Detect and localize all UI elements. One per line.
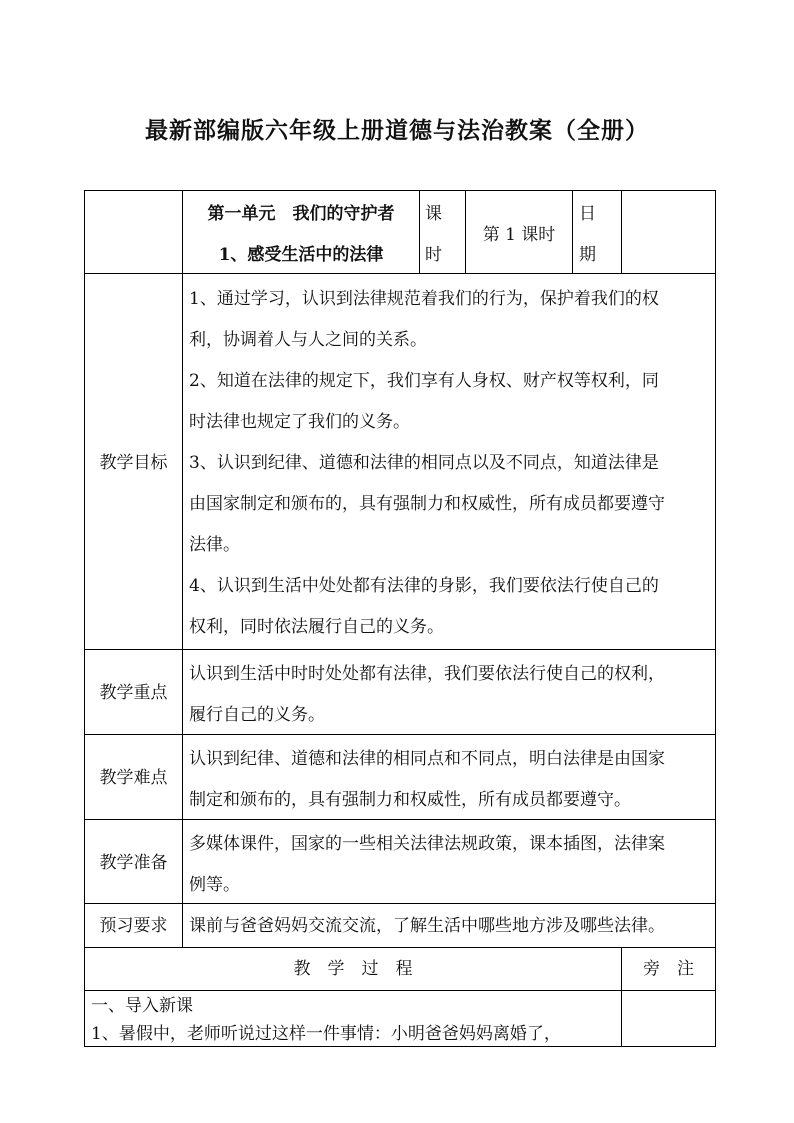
goals-label: 教学目标 — [99, 453, 168, 473]
goals-line: 3、认识到纪律、道德和法律的相同点以及不同点，知道法律是 — [189, 453, 659, 473]
prep-line: 多媒体课件，国家的一些相关法律法规政策，课本插图，法律案 — [189, 834, 665, 854]
difficulty-label: 教学难点 — [99, 768, 168, 788]
prep-content — [189, 824, 715, 906]
table-border — [84, 649, 716, 650]
goals-line: 利，协调着人与人之间的关系。 — [189, 330, 427, 350]
page-title: 最新部编版六年级上册道德与法治教案（全册） — [145, 117, 649, 144]
difficulty-content — [189, 739, 715, 821]
process-line: 1、暑假中，老师听说过这样一件事情：小明爸爸妈妈离婚了， — [91, 1024, 561, 1044]
prep-label: 教学准备 — [99, 853, 168, 873]
focus-line: 认识到生活中时时处处都有法律，我们要依法行使自己的权利， — [189, 664, 665, 684]
difficulty-line: 认识到纪律、道德和法律的相同点和不同点，明白法律是由国家 — [189, 749, 665, 769]
table-border — [419, 190, 420, 273]
goals-line: 4、认识到生活中处处都有法律的身影，我们要依法行使自己的 — [189, 576, 659, 596]
difficulty-line: 制定和颁布的，具有强制力和权威性，所有成员都要遵守。 — [189, 790, 631, 810]
goals-line: 法律。 — [189, 535, 240, 555]
table-border — [182, 190, 183, 947]
focus-label: 教学重点 — [99, 683, 168, 703]
date-label-1: 日 — [579, 204, 596, 224]
lesson-title: 1、感受生活中的法律 — [218, 245, 384, 265]
process-heading: 教 学 过 程 — [293, 959, 413, 979]
preview-label: 预习要求 — [99, 916, 168, 936]
notes-heading: 旁 注 — [643, 959, 694, 979]
prep-line: 例等。 — [189, 875, 240, 895]
process-line: 一、导入新课 — [91, 996, 193, 1016]
goals-line: 权利，同时依法履行自己的义务。 — [189, 617, 444, 637]
goals-content — [189, 279, 715, 648]
period-label-1: 课 — [425, 204, 442, 224]
unit-title: 第一单元 我们的守护者 — [207, 204, 395, 224]
goals-line: 时法律也规定了我们的义务。 — [189, 412, 410, 432]
preview-content: 课前与爸爸妈妈交流交流，了解生活中哪些地方涉及哪些法律。 — [189, 916, 665, 936]
table-border — [621, 190, 622, 273]
goals-line: 由国家制定和颁布的，具有强制力和权威性，所有成员都要遵守 — [189, 494, 665, 514]
goals-line: 2、知道在法律的规定下，我们享有人身权、财产权等权利，同 — [189, 371, 659, 391]
goals-line: 1、通过学习，认识到法律规范着我们的行为，保护着我们的权 — [189, 289, 659, 309]
table-border — [84, 273, 716, 274]
period-label-2: 时 — [425, 245, 442, 265]
date-label-2: 期 — [579, 245, 596, 265]
focus-line: 履行自己的义务。 — [189, 705, 325, 725]
period-value: 第 1 课时 — [482, 225, 556, 245]
table-border — [715, 190, 716, 1047]
table-border — [572, 190, 573, 273]
focus-content — [189, 654, 715, 736]
